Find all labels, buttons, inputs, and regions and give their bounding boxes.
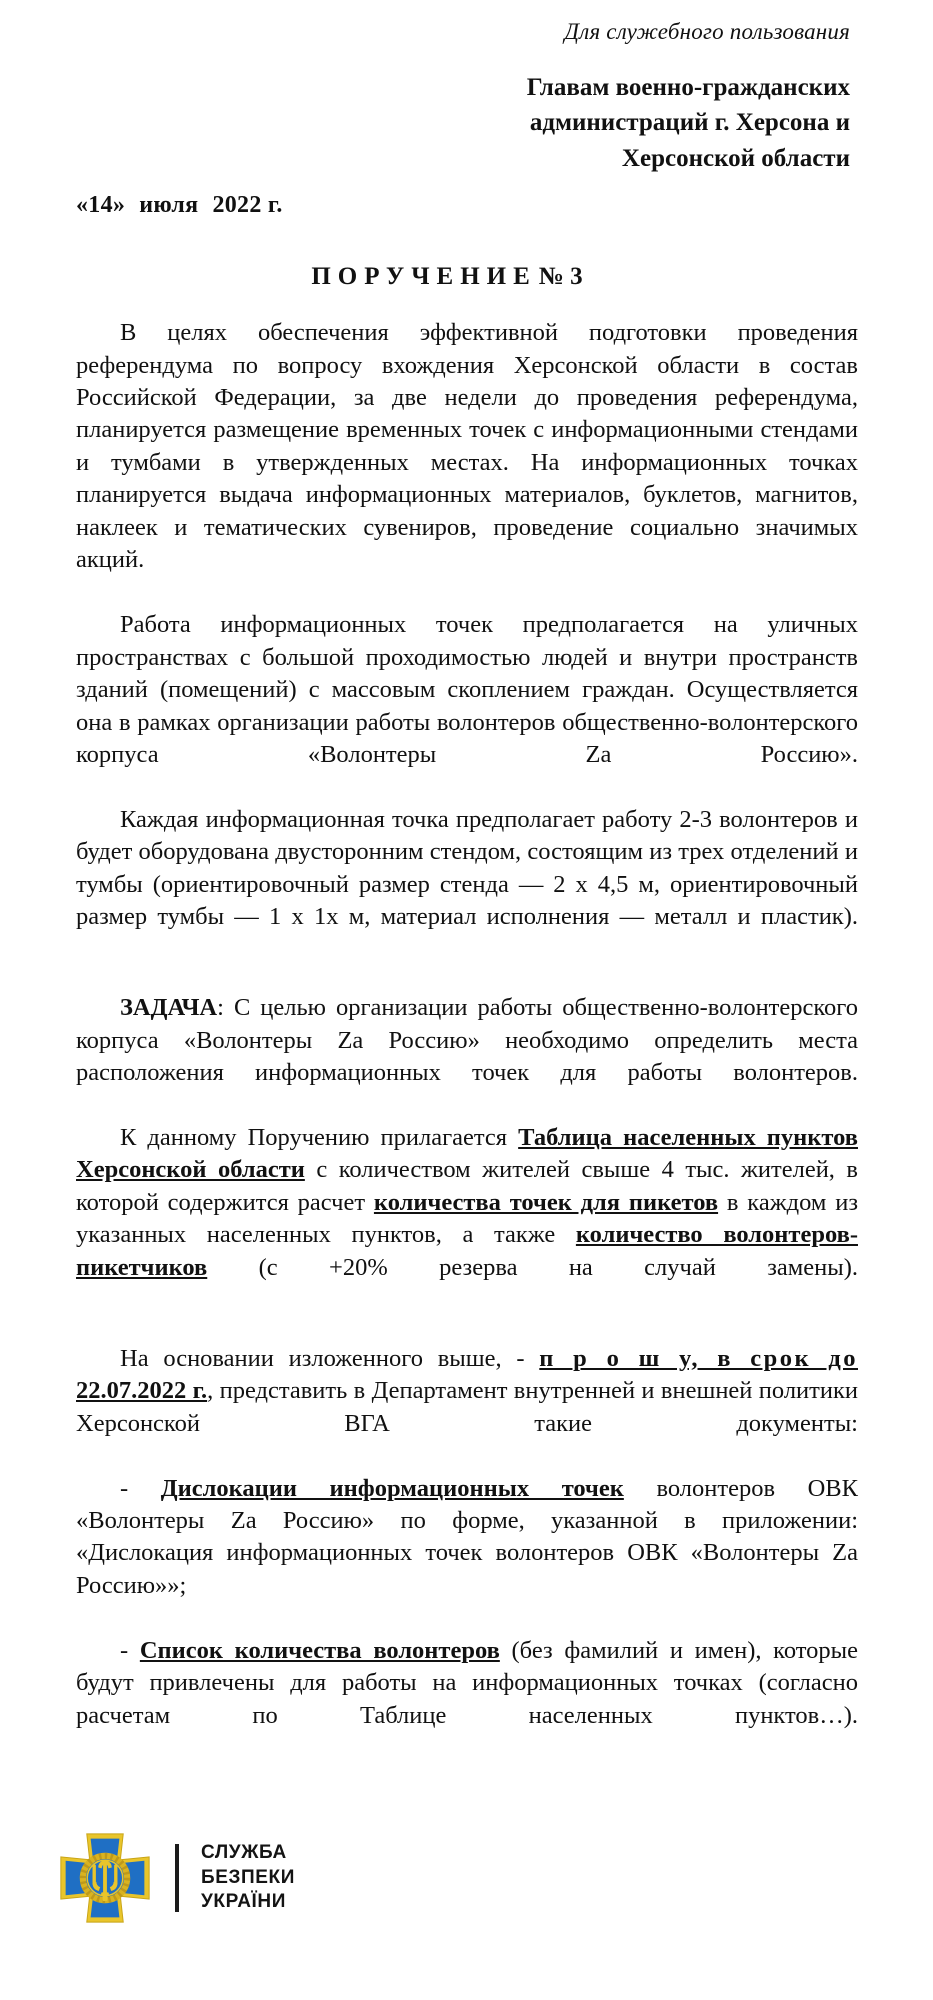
paragraph-item-1 [76, 1473, 858, 1635]
title-word: ПОРУЧЕНИЕ [311, 263, 537, 291]
attachment-mid-1: с количеством жителей свыше 4 тыс. жителей, в которой содержится расчет [76, 1156, 858, 1216]
footer-logo-block [57, 1830, 295, 1926]
item-1-title: Дислокации информационных точек [160, 1474, 624, 1502]
page-title [76, 263, 858, 291]
item-2-title: Список количества волонтеров [139, 1636, 500, 1664]
item-1-dash: - [120, 1474, 161, 1502]
task-text: : С целью организации работы общественно-волонтерского корпуса «Волонтеры Za Россию» необходимо определить места расположения информационных точек для работы волонтеров. [76, 994, 858, 1087]
attachment-table-title: Таблица населенных пунктов Херсонской области [76, 1123, 858, 1184]
addressee-line-3: Херсонской области [621, 144, 850, 172]
request-deadline-date: 22.07.2022 г. [76, 1377, 208, 1405]
paragraph-task [76, 992, 858, 1122]
date-year: 2022 г. [212, 192, 283, 219]
org-line-2: БЕЗПЕКИ [201, 1866, 296, 1888]
paragraph-item-2 [76, 1635, 858, 1765]
item-1-text: волонтеров ОВК «Волонтеры Za Россию» по форме, указанной в приложении: «Дислокация информационных точек волонтеров ОВК «Волонтеры Za Россию»»; [76, 1474, 858, 1599]
organization-name [201, 1841, 295, 1915]
attachment-points-count: количества точек для пикетов [373, 1188, 719, 1216]
document-body [76, 317, 858, 1764]
logo-divider [175, 1844, 179, 1912]
paragraph-2: Работа информационных точек предполагается на уличных пространствах с большой проходимостью людей и внутри пространств зданий (помещений) с массовым скоплением граждан. Осуществляется она в рамках организации работы волонтеров общественно-волонтерского корпуса «Волонтеры Za Россию». [76, 611, 858, 768]
document-content [76, 0, 858, 1765]
paragraph-3: Каждая информационная точка предполагает работу 2-3 волонтеров и будет оборудована двусторонним стендом, состоящим из трех отделений и тумбы (ориентировочный размер стенда — 2 х 4,5 м, ориентировочный размер тумбы — 1 х 1х м, материал исполнения — металл и пластик). [76, 805, 858, 931]
classification-stamp: Для служебного пользования [564, 19, 850, 44]
item-2-text: (без фамилий и имен), которые будут привлечены для работы на информационных точках (согласно расчетам по Таблице населенных пунктов…). [76, 1636, 858, 1729]
org-line-1: СЛУЖБА [201, 1841, 287, 1863]
date-day: «14» [76, 192, 126, 219]
org-line-3: УКРАЇНИ [201, 1891, 286, 1913]
addressee-block [350, 70, 858, 177]
request-intro: На основании изложенного выше, - [120, 1344, 540, 1372]
title-number: № 3 [538, 263, 583, 291]
date-month: июля [139, 192, 199, 219]
attachment-volunteers-count: количество волонтеров-пикетчиков [76, 1221, 858, 1281]
task-label: ЗАДАЧА [120, 994, 218, 1022]
paragraph-request [76, 1343, 858, 1473]
request-proshu: п р о ш у, в срок до [539, 1344, 858, 1372]
sbu-emblem-icon [57, 1830, 153, 1926]
date-line [76, 192, 858, 219]
attachment-mid-2: в каждом из указанных населенных пунктов, а также [76, 1188, 858, 1249]
item-2-dash: - [120, 1636, 140, 1664]
addressee-line-1: Главам военно-гражданских [526, 73, 850, 101]
paragraph-1: В целях обеспечения эффективной подготовки проведения референдума по вопросу вхождения Херсонской области в состав Российской Федерации, за две недели до проведения референдума, планируется размещение временных точек с информационными стендами и тумбами в утвержденных местах. На информационных точках планируется выдача информационных материалов, буклетов, магнитов, наклеек и тематических сувениров, проведение социально значимых акций. [76, 319, 858, 574]
paragraph-attachment [76, 1122, 858, 1317]
request-tail: , представить в Департамент внутренней и внешней политики Херсонской ВГА такие документы: [76, 1377, 858, 1437]
attachment-intro: К данному Поручению прилагается [120, 1123, 519, 1151]
addressee-line-2: администраций г. Херсона и [529, 109, 850, 137]
attachment-tail: (с +20% резерва на случай замены). [207, 1253, 858, 1281]
